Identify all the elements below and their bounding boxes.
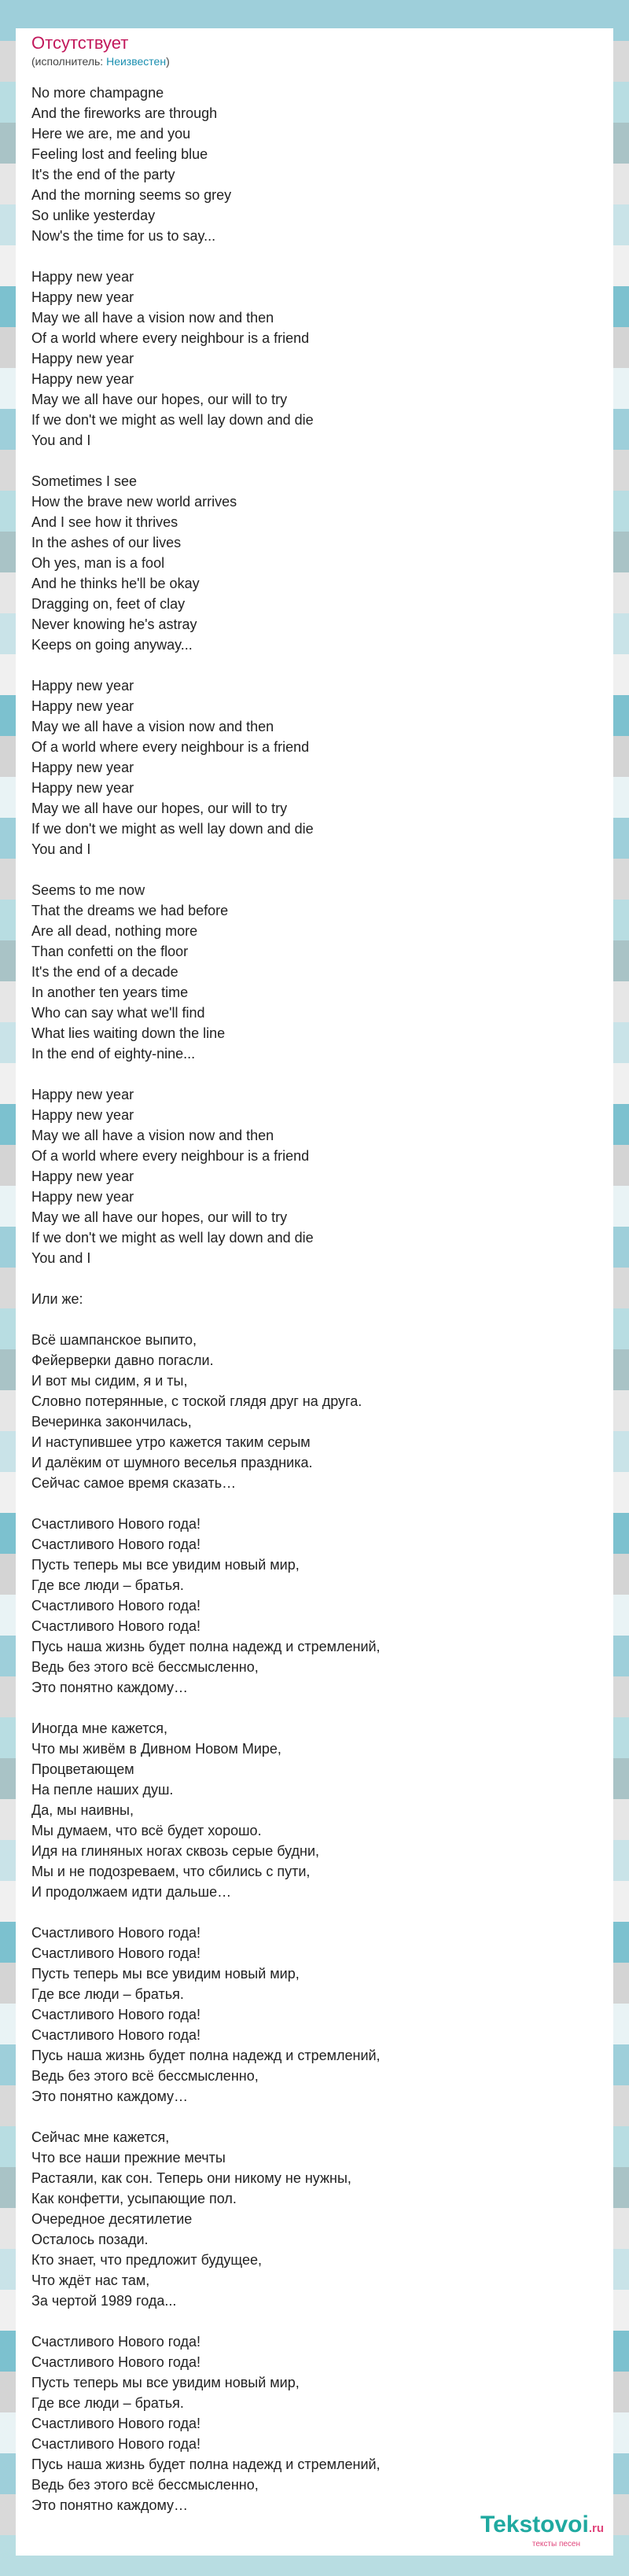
lyrics-line: Happy new year <box>31 269 134 285</box>
lyrics-line: Happy new year <box>31 371 134 387</box>
lyrics-stanza <box>31 2127 598 2311</box>
lyrics-stanza <box>31 1718 598 1902</box>
lyrics-line: Пусть теперь мы все увидим новый мир, <box>31 2375 300 2390</box>
lyrics-line: И продолжаем идти дальше… <box>31 1884 232 1900</box>
lyrics-line: You and I <box>31 841 91 857</box>
lyrics-line: Seems to me now <box>31 882 145 898</box>
lyrics-line: Что все наши прежние мечты <box>31 2150 226 2166</box>
lyrics-line: Сейчас мне кажется, <box>31 2129 170 2145</box>
lyrics-line: И наступившее утро кажется таким серым <box>31 1434 311 1450</box>
lyrics-line: In the end of eighty-nine... <box>31 1046 196 1062</box>
lyrics-line: Осталось позади. <box>31 2232 149 2247</box>
lyrics-line: Счастливого Нового года! <box>31 2334 201 2350</box>
lyrics-line: Растаяли, как сон. Теперь они никому не нужны, <box>31 2170 351 2186</box>
logo-tld: .ru <box>588 2522 604 2535</box>
lyrics-line: May we all have a vision now and then <box>31 310 274 326</box>
lyrics-line: If we don't we might as well lay down and die <box>31 1230 314 1246</box>
lyrics-line: Ведь без этого всё бессмысленно, <box>31 2068 259 2084</box>
lyrics-line: Счастливого Нового года! <box>31 1536 201 1552</box>
lyrics-stanza <box>31 1289 598 1309</box>
lyrics-line: Счастливого Нового года! <box>31 2354 201 2370</box>
lyrics-line: Now's the time for us to say... <box>31 228 216 244</box>
lyrics-stanza <box>31 1084 598 1268</box>
lyrics-line: Happy new year <box>31 780 134 796</box>
lyrics-line: Feeling lost and feeling blue <box>31 146 208 162</box>
lyrics-line: Than confetti on the floor <box>31 944 189 959</box>
lyrics-line: Sometimes I see <box>31 473 138 489</box>
lyrics-line: You and I <box>31 432 91 448</box>
lyrics-line: So unlike yesterday <box>31 208 156 223</box>
lyrics-line: Это понятно каждому… <box>31 2088 189 2104</box>
lyrics-line: Ведь без этого всё бессмысленно, <box>31 1659 259 1675</box>
lyrics-line: Где все люди – братья. <box>31 1986 184 2002</box>
lyrics-line: In the ashes of our lives <box>31 535 182 550</box>
lyrics-stanza <box>31 2331 598 2515</box>
lyrics-line: And I see how it thrives <box>31 514 178 530</box>
lyrics-line: May we all have our hopes, our will to try <box>31 800 288 816</box>
artist-link[interactable]: Неизвестен <box>106 55 167 68</box>
lyrics-stanza <box>31 675 598 859</box>
lyrics-line: What lies waiting down the line <box>31 1025 226 1041</box>
lyrics-line: May we all have our hopes, our will to try <box>31 392 288 407</box>
song-header <box>31 33 170 68</box>
lyrics-line: Счастливого Нового года! <box>31 2416 201 2431</box>
lyrics-line: Of a world where every neighbour is a friend <box>31 1148 310 1164</box>
lyrics-line: And the fireworks are through <box>31 105 218 121</box>
lyrics-line: That the dreams we had before <box>31 903 229 918</box>
lyrics-line: Пусь наша жизнь будет полна надежд и стремлений, <box>31 2456 381 2472</box>
logo-name: Tekstovoi <box>480 2512 589 2537</box>
lyrics-line: No more champagne <box>31 85 164 101</box>
lyrics-line: Пусь наша жизнь будет полна надежд и стремлений, <box>31 2048 381 2063</box>
lyrics-line: За чертой 1989 года... <box>31 2293 177 2309</box>
lyrics-stanza <box>31 1330 598 1493</box>
subtitle-suffix: ) <box>166 55 170 68</box>
lyrics-line: Happy new year <box>31 351 134 366</box>
lyrics-line: It's the end of a decade <box>31 964 178 980</box>
lyrics-line: How the brave new world arrives <box>31 494 237 510</box>
lyrics-line: You and I <box>31 1250 91 1266</box>
lyrics-line: Happy new year <box>31 678 134 694</box>
lyrics-line: Идя на глиняных ногах сквозь серые будни, <box>31 1843 320 1859</box>
lyrics-line: Это понятно каждому… <box>31 2497 189 2513</box>
lyrics-line: Иногда мне кажется, <box>31 1720 168 1736</box>
lyrics-line: Счастливого Нового года! <box>31 2027 201 2043</box>
lyrics-line: Счастливого Нового года! <box>31 2436 201 2452</box>
lyrics-line: Счастливого Нового года! <box>31 1516 201 1532</box>
song-title: Отсутствует <box>31 33 129 53</box>
lyrics-line: Мы думаем, что всё будет хорошо. <box>31 1823 262 1838</box>
site-logo[interactable] <box>480 2512 604 2549</box>
lyrics-line: Счастливого Нового года! <box>31 1945 201 1961</box>
logo-wordmark <box>480 2512 604 2541</box>
lyrics-line: Где все люди – братья. <box>31 1577 184 1593</box>
lyrics-line: Счастливого Нового года! <box>31 2007 201 2022</box>
lyrics-text <box>31 83 598 2536</box>
lyrics-line: Happy new year <box>31 289 134 305</box>
lyrics-line: Очередное десятилетие <box>31 2211 193 2227</box>
lyrics-line: Oh yes, man is a fool <box>31 555 165 571</box>
lyrics-line: Who can say what we'll find <box>31 1005 205 1021</box>
lyrics-line: Это понятно каждому… <box>31 1680 189 1695</box>
lyrics-line: Happy new year <box>31 698 134 714</box>
lyrics-line: Счастливого Нового года! <box>31 1618 201 1634</box>
logo-tagline: тексты песен <box>532 2540 580 2548</box>
lyrics-stanza <box>31 471 598 655</box>
lyrics-line: In another ten years time <box>31 984 189 1000</box>
lyrics-line: And he thinks he'll be okay <box>31 576 200 591</box>
lyrics-line: May we all have a vision now and then <box>31 1128 274 1143</box>
lyrics-line: Всё шампанское выпито, <box>31 1332 197 1348</box>
lyrics-line: And the morning seems so grey <box>31 187 232 203</box>
lyrics-line: Счастливого Нового года! <box>31 1598 201 1614</box>
lyrics-line: Never knowing he's astray <box>31 616 197 632</box>
lyrics-line: Keeps on going anyway... <box>31 637 193 653</box>
lyrics-line: May we all have a vision now and then <box>31 719 274 734</box>
lyrics-line: Happy new year <box>31 1168 134 1184</box>
lyrics-line: Фейерверки давно погасли. <box>31 1352 214 1368</box>
lyrics-line: Happy new year <box>31 1087 134 1102</box>
lyrics-line: Of a world where every neighbour is a friend <box>31 330 310 346</box>
lyrics-line: Вечеринка закончилась, <box>31 1414 192 1430</box>
lyrics-line: На пепле наших душ. <box>31 1782 174 1798</box>
lyrics-line: Сейчас самое время сказать… <box>31 1475 237 1491</box>
subtitle-prefix: (исполнитель: <box>31 55 107 68</box>
lyrics-line: May we all have our hopes, our will to try <box>31 1209 288 1225</box>
lyrics-line: Are all dead, nothing more <box>31 923 198 939</box>
lyrics-stanza <box>31 267 598 451</box>
lyrics-stanza <box>31 1923 598 2107</box>
lyrics-line: И вот мы сидим, я и ты, <box>31 1373 188 1389</box>
lyrics-line: Или же: <box>31 1291 83 1307</box>
lyrics-line: Пусть теперь мы все увидим новый мир, <box>31 1966 300 1982</box>
lyrics-line: Процветающем <box>31 1761 134 1777</box>
lyrics-line: Счастливого Нового года! <box>31 1925 201 1941</box>
lyrics-line: Here we are, me and you <box>31 126 191 142</box>
lyrics-stanza <box>31 880 598 1064</box>
lyrics-line: Of a world where every neighbour is a friend <box>31 739 310 755</box>
lyrics-line: It's the end of the party <box>31 167 175 182</box>
lyrics-line: Да, мы наивны, <box>31 1802 134 1818</box>
lyrics-line: Happy new year <box>31 760 134 775</box>
lyrics-line: Что ждёт нас там, <box>31 2272 150 2288</box>
lyrics-line: If we don't we might as well lay down and die <box>31 412 314 428</box>
lyrics-line: Где все люди – братья. <box>31 2395 184 2411</box>
lyrics-line: Пусть теперь мы все увидим новый мир, <box>31 1557 300 1573</box>
lyrics-line: Словно потерянные, с тоской глядя друг на друга. <box>31 1393 362 1409</box>
lyrics-line: Dragging on, feet of clay <box>31 596 186 612</box>
lyrics-line: Пусь наша жизнь будет полна надежд и стремлений, <box>31 1639 381 1654</box>
lyrics-line: И далёким от шумного веселья праздника. <box>31 1455 313 1470</box>
lyrics-stanza <box>31 1514 598 1698</box>
lyrics-line: Что мы живём в Дивном Новом Мире, <box>31 1741 281 1757</box>
lyrics-line: Ведь без этого всё бессмысленно, <box>31 2477 259 2493</box>
song-subtitle <box>31 54 170 68</box>
lyrics-stanza <box>31 83 598 246</box>
lyrics-line: Happy new year <box>31 1189 134 1205</box>
lyrics-line: Как конфетти, усыпающие пол. <box>31 2191 237 2206</box>
lyrics-line: Кто знает, что предложит будущее, <box>31 2252 263 2268</box>
lyrics-line: Happy new year <box>31 1107 134 1123</box>
lyrics-line: Мы и не подозреваем, что сбились с пути, <box>31 1864 311 1879</box>
lyrics-line: If we don't we might as well lay down and die <box>31 821 314 837</box>
